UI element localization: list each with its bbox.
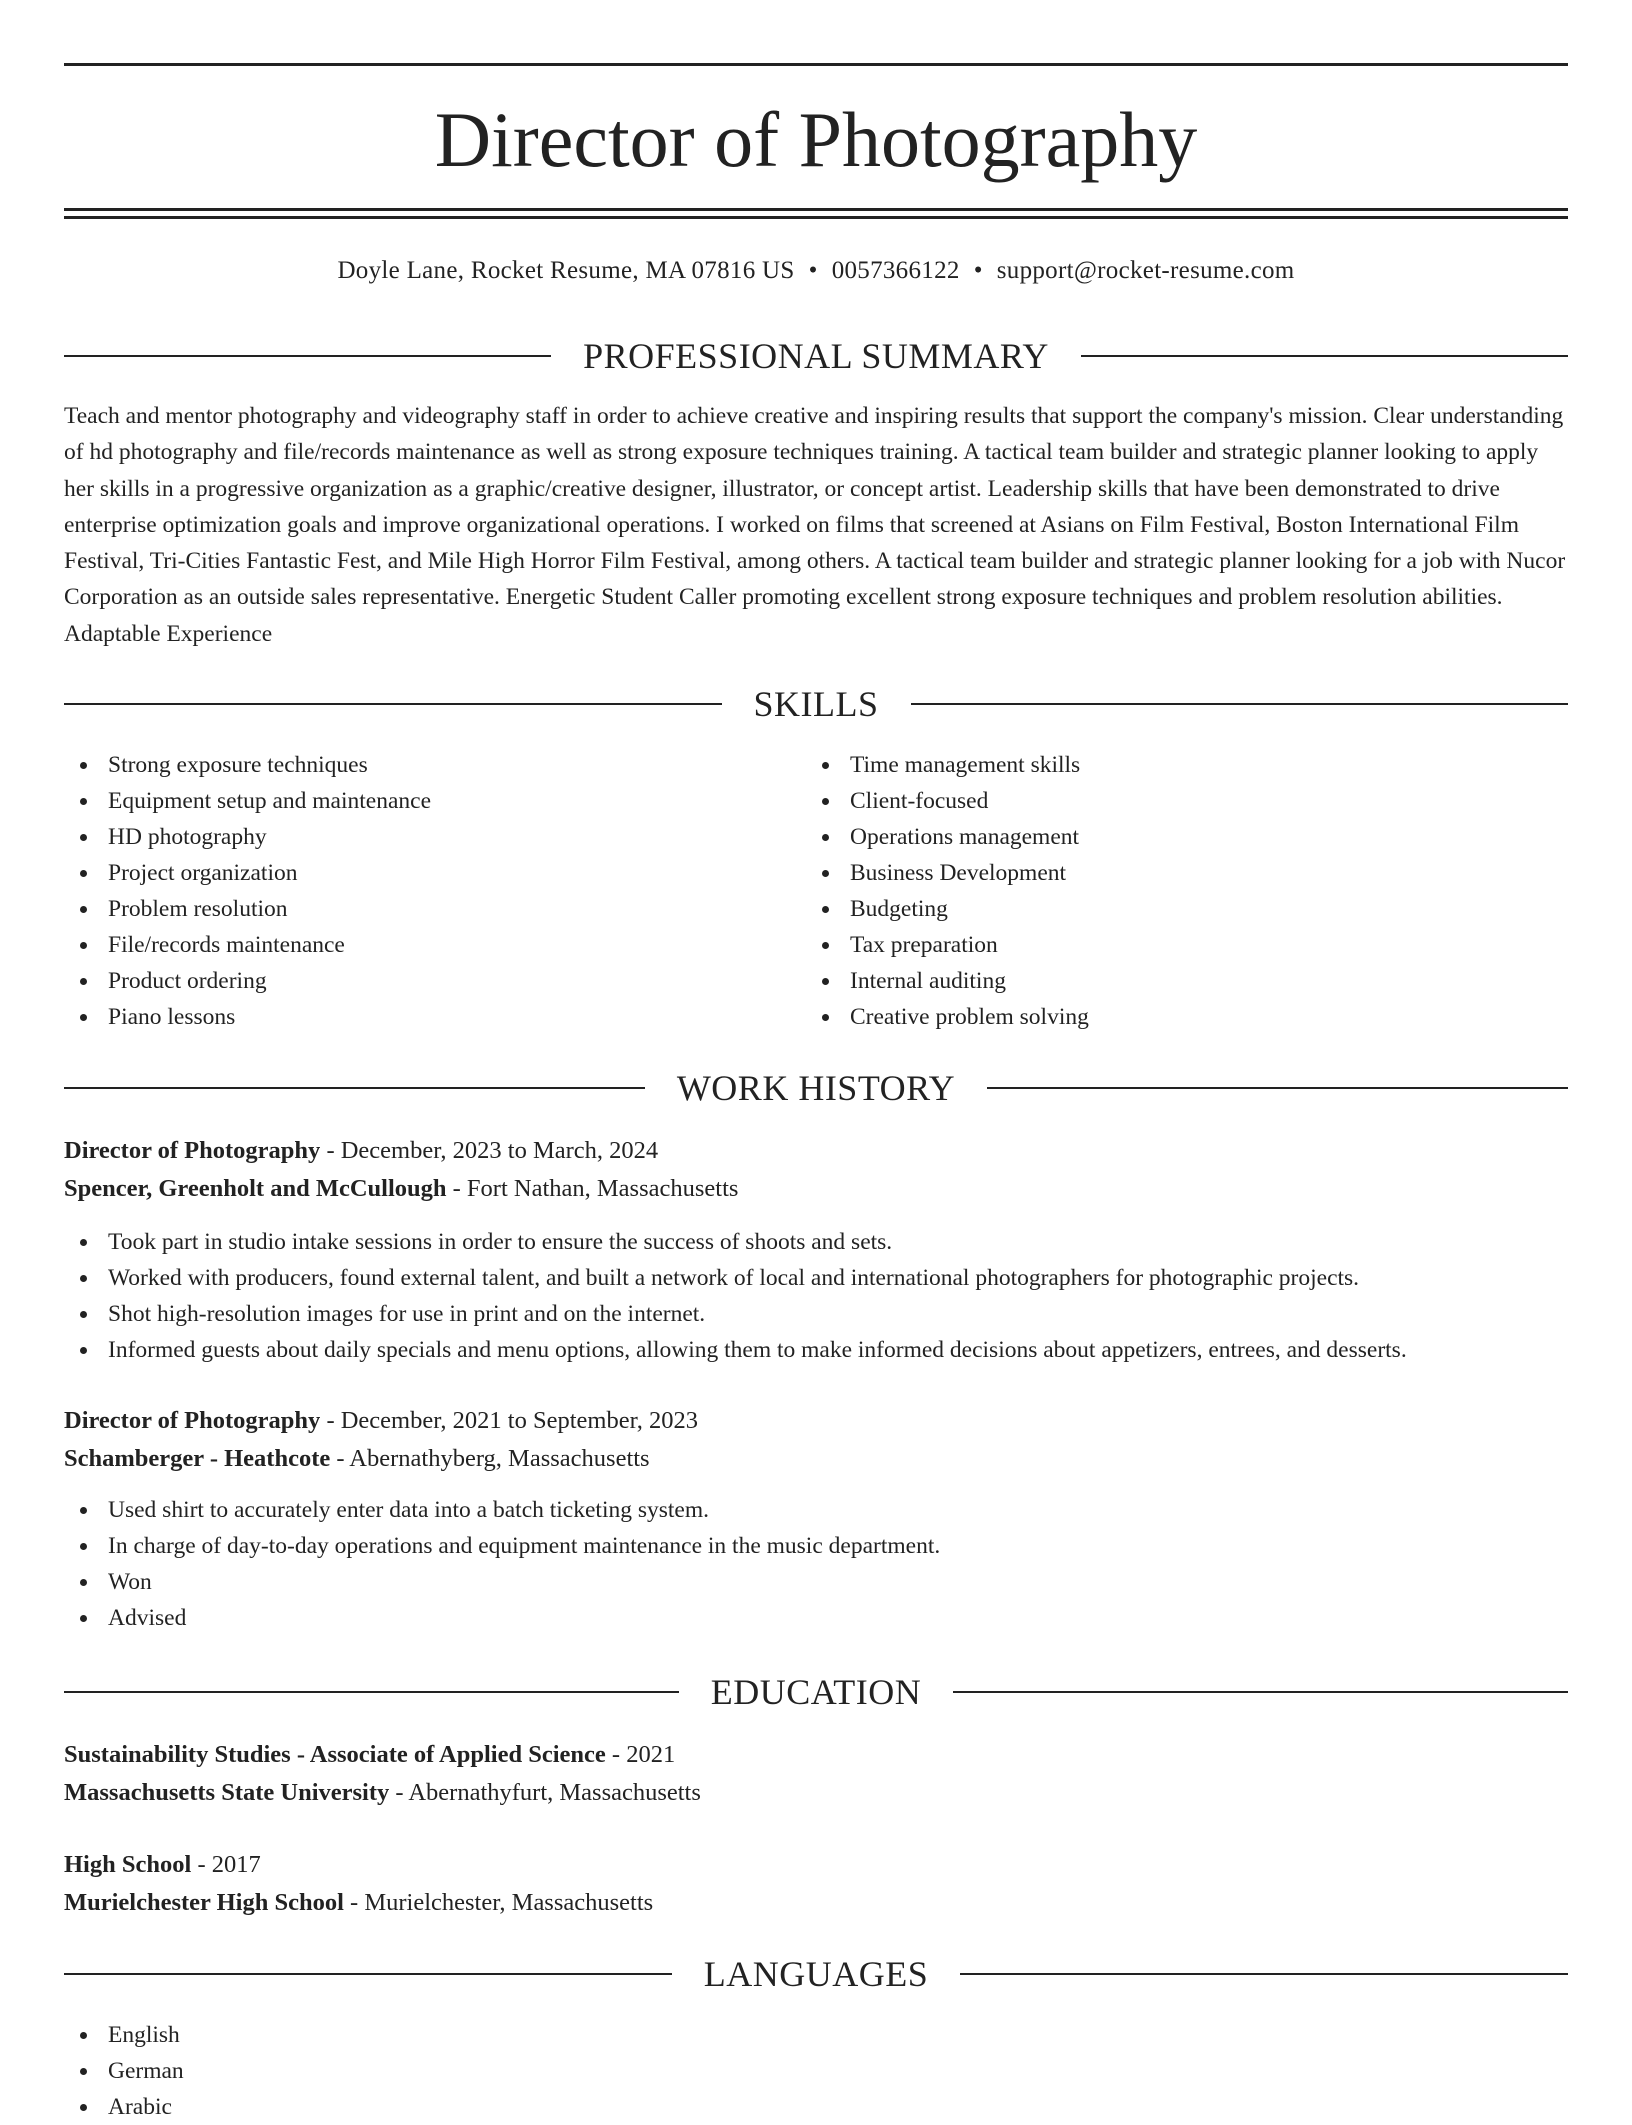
- job-title: Director of Photography: [64, 1137, 321, 1164]
- education-school: Murielchester High School: [64, 1889, 344, 1916]
- header-top-rule: [64, 63, 1568, 66]
- job-bullet: Advised: [64, 1600, 1568, 1636]
- heading-rule: [1081, 355, 1568, 357]
- skill-item: Tax preparation: [806, 927, 1506, 963]
- skill-item: Creative problem solving: [806, 999, 1506, 1035]
- education-degree-line: [64, 1846, 1568, 1884]
- job-bullets: [64, 1224, 1568, 1368]
- contact-separator: •: [973, 257, 983, 284]
- heading-rule: [64, 1691, 679, 1693]
- heading-rule: [960, 1973, 1568, 1975]
- section-heading-languages: [64, 1954, 1568, 1994]
- skills-list-left: [64, 747, 764, 1035]
- skill-item: HD photography: [64, 819, 764, 855]
- job-entry: [64, 1132, 1568, 1368]
- education-location: - Murielchester, Massachusetts: [343, 1889, 654, 1916]
- skill-item: File/records maintenance: [64, 927, 764, 963]
- job-company-line: [64, 1170, 1568, 1208]
- job-bullet: Used shirt to accurately enter data into a batch ticketing system.: [64, 1492, 1568, 1528]
- section-heading-skills: [64, 684, 1568, 724]
- job-title-line: [64, 1402, 1568, 1440]
- job-location: - Fort Nathan, Massachusetts: [446, 1175, 739, 1202]
- contact-separator: •: [808, 257, 818, 284]
- languages-list: [64, 2017, 764, 2125]
- contact-email[interactable]: support@rocket-resume.com: [996, 257, 1295, 284]
- resume-title: Director of Photography: [434, 96, 1198, 183]
- job-entry: [64, 1402, 1568, 1636]
- skill-item: Client-focused: [806, 783, 1506, 819]
- language-item: English: [64, 2017, 764, 2053]
- job-company: Spencer, Greenholt and McCullough: [64, 1175, 447, 1202]
- skill-item: Internal auditing: [806, 963, 1506, 999]
- education-school-line: [64, 1884, 1568, 1922]
- skill-item: Product ordering: [64, 963, 764, 999]
- skill-item: Project organization: [64, 855, 764, 891]
- language-item: German: [64, 2053, 764, 2089]
- skill-item: Equipment setup and maintenance: [64, 783, 764, 819]
- section-title: EDUCATION: [710, 1672, 922, 1712]
- education-entry: [64, 1846, 1568, 1922]
- job-bullet: Took part in studio intake sessions in order to ensure the success of shoots and sets.: [64, 1224, 1568, 1260]
- job-bullet: Worked with producers, found external talent, and built a network of local and international photographers for photographic projects.: [64, 1260, 1568, 1296]
- skill-item: Time management skills: [806, 747, 1506, 783]
- job-bullet: Informed guests about daily specials and menu options, allowing them to make informed decisions about appetizers, entrees, and desserts.: [64, 1332, 1568, 1368]
- job-title-line: [64, 1132, 1568, 1170]
- heading-rule: [64, 355, 551, 357]
- section-title: SKILLS: [753, 684, 879, 724]
- job-bullets: [64, 1492, 1568, 1636]
- header-double-rule-lower: [64, 216, 1568, 219]
- heading-rule: [911, 703, 1569, 705]
- job-bullet: In charge of day-to-day operations and equipment maintenance in the music department.: [64, 1528, 1568, 1564]
- education-degree: High School: [64, 1851, 192, 1878]
- skill-item: Problem resolution: [64, 891, 764, 927]
- job-bullet: Won: [64, 1564, 1568, 1600]
- contact-line: [64, 254, 1568, 288]
- education-entry: [64, 1736, 1568, 1812]
- skills-list-right: [806, 747, 1506, 1035]
- contact-phone: 0057366122: [831, 257, 960, 284]
- job-title: Director of Photography: [64, 1407, 321, 1434]
- section-title: WORK HISTORY: [676, 1068, 956, 1108]
- heading-rule: [987, 1087, 1568, 1089]
- section-title: LANGUAGES: [703, 1954, 929, 1994]
- job-company: Schamberger - Heathcote: [64, 1445, 331, 1472]
- summary-text: Teach and mentor photography and videography staff in order to achieve creative and inspiring results that support the company's mission. Clear understanding of hd photography and file/records maintenance as well as strong exposure techniques training. A tactical team builder and strategic planner looking to apply her skills in a progressive organization as a graphic/creative designer, illustrator, or concept artist. Leadership skills that have been demonstrated to drive enterprise optimization goals and improve organizational operations. I worked on films that screened at Asians on Film Festival, Boston International Film Festival, Tri-Cities Fantastic Fest, and Mile High Horror Film Festival, among others. A tactical team builder and strategic planner looking for a job with Nucor Corporation as an outside sales representative. Energetic Student Caller promoting excellent strong exposure techniques and problem resolution abilities. Adaptable Experience: [64, 403, 1566, 647]
- heading-rule: [64, 703, 722, 705]
- skill-item: Budgeting: [806, 891, 1506, 927]
- job-company-line: [64, 1440, 1568, 1478]
- skill-item: Operations management: [806, 819, 1506, 855]
- skill-item: Strong exposure techniques: [64, 747, 764, 783]
- contact-address: Doyle Lane, Rocket Resume, MA 07816 US: [337, 257, 795, 284]
- education-school: Massachusetts State University: [64, 1779, 390, 1806]
- skill-item: Business Development: [806, 855, 1506, 891]
- education-year: - 2017: [191, 1851, 261, 1878]
- heading-rule: [64, 1973, 672, 1975]
- language-item: Arabic: [64, 2089, 764, 2125]
- heading-rule: [953, 1691, 1568, 1693]
- job-location: - Abernathyberg, Massachusetts: [330, 1445, 650, 1472]
- education-degree: Sustainability Studies - Associate of Applied Science: [64, 1741, 606, 1768]
- section-heading-education: [64, 1672, 1568, 1712]
- skill-item: Piano lessons: [64, 999, 764, 1035]
- job-dates: - December, 2021 to September, 2023: [320, 1407, 698, 1434]
- section-heading-summary: [64, 336, 1568, 376]
- education-degree-line: [64, 1736, 1568, 1774]
- header-double-rule-upper: [64, 208, 1568, 211]
- education-year: - 2021: [605, 1741, 676, 1768]
- heading-rule: [64, 1087, 645, 1089]
- section-title: PROFESSIONAL SUMMARY: [583, 336, 1049, 376]
- education-school-line: [64, 1774, 1568, 1812]
- job-dates: - December, 2023 to March, 2024: [320, 1137, 659, 1164]
- job-bullet: Shot high-resolution images for use in print and on the internet.: [64, 1296, 1568, 1332]
- education-location: - Abernathyfurt, Massachusetts: [389, 1779, 701, 1806]
- section-heading-work-history: [64, 1068, 1568, 1108]
